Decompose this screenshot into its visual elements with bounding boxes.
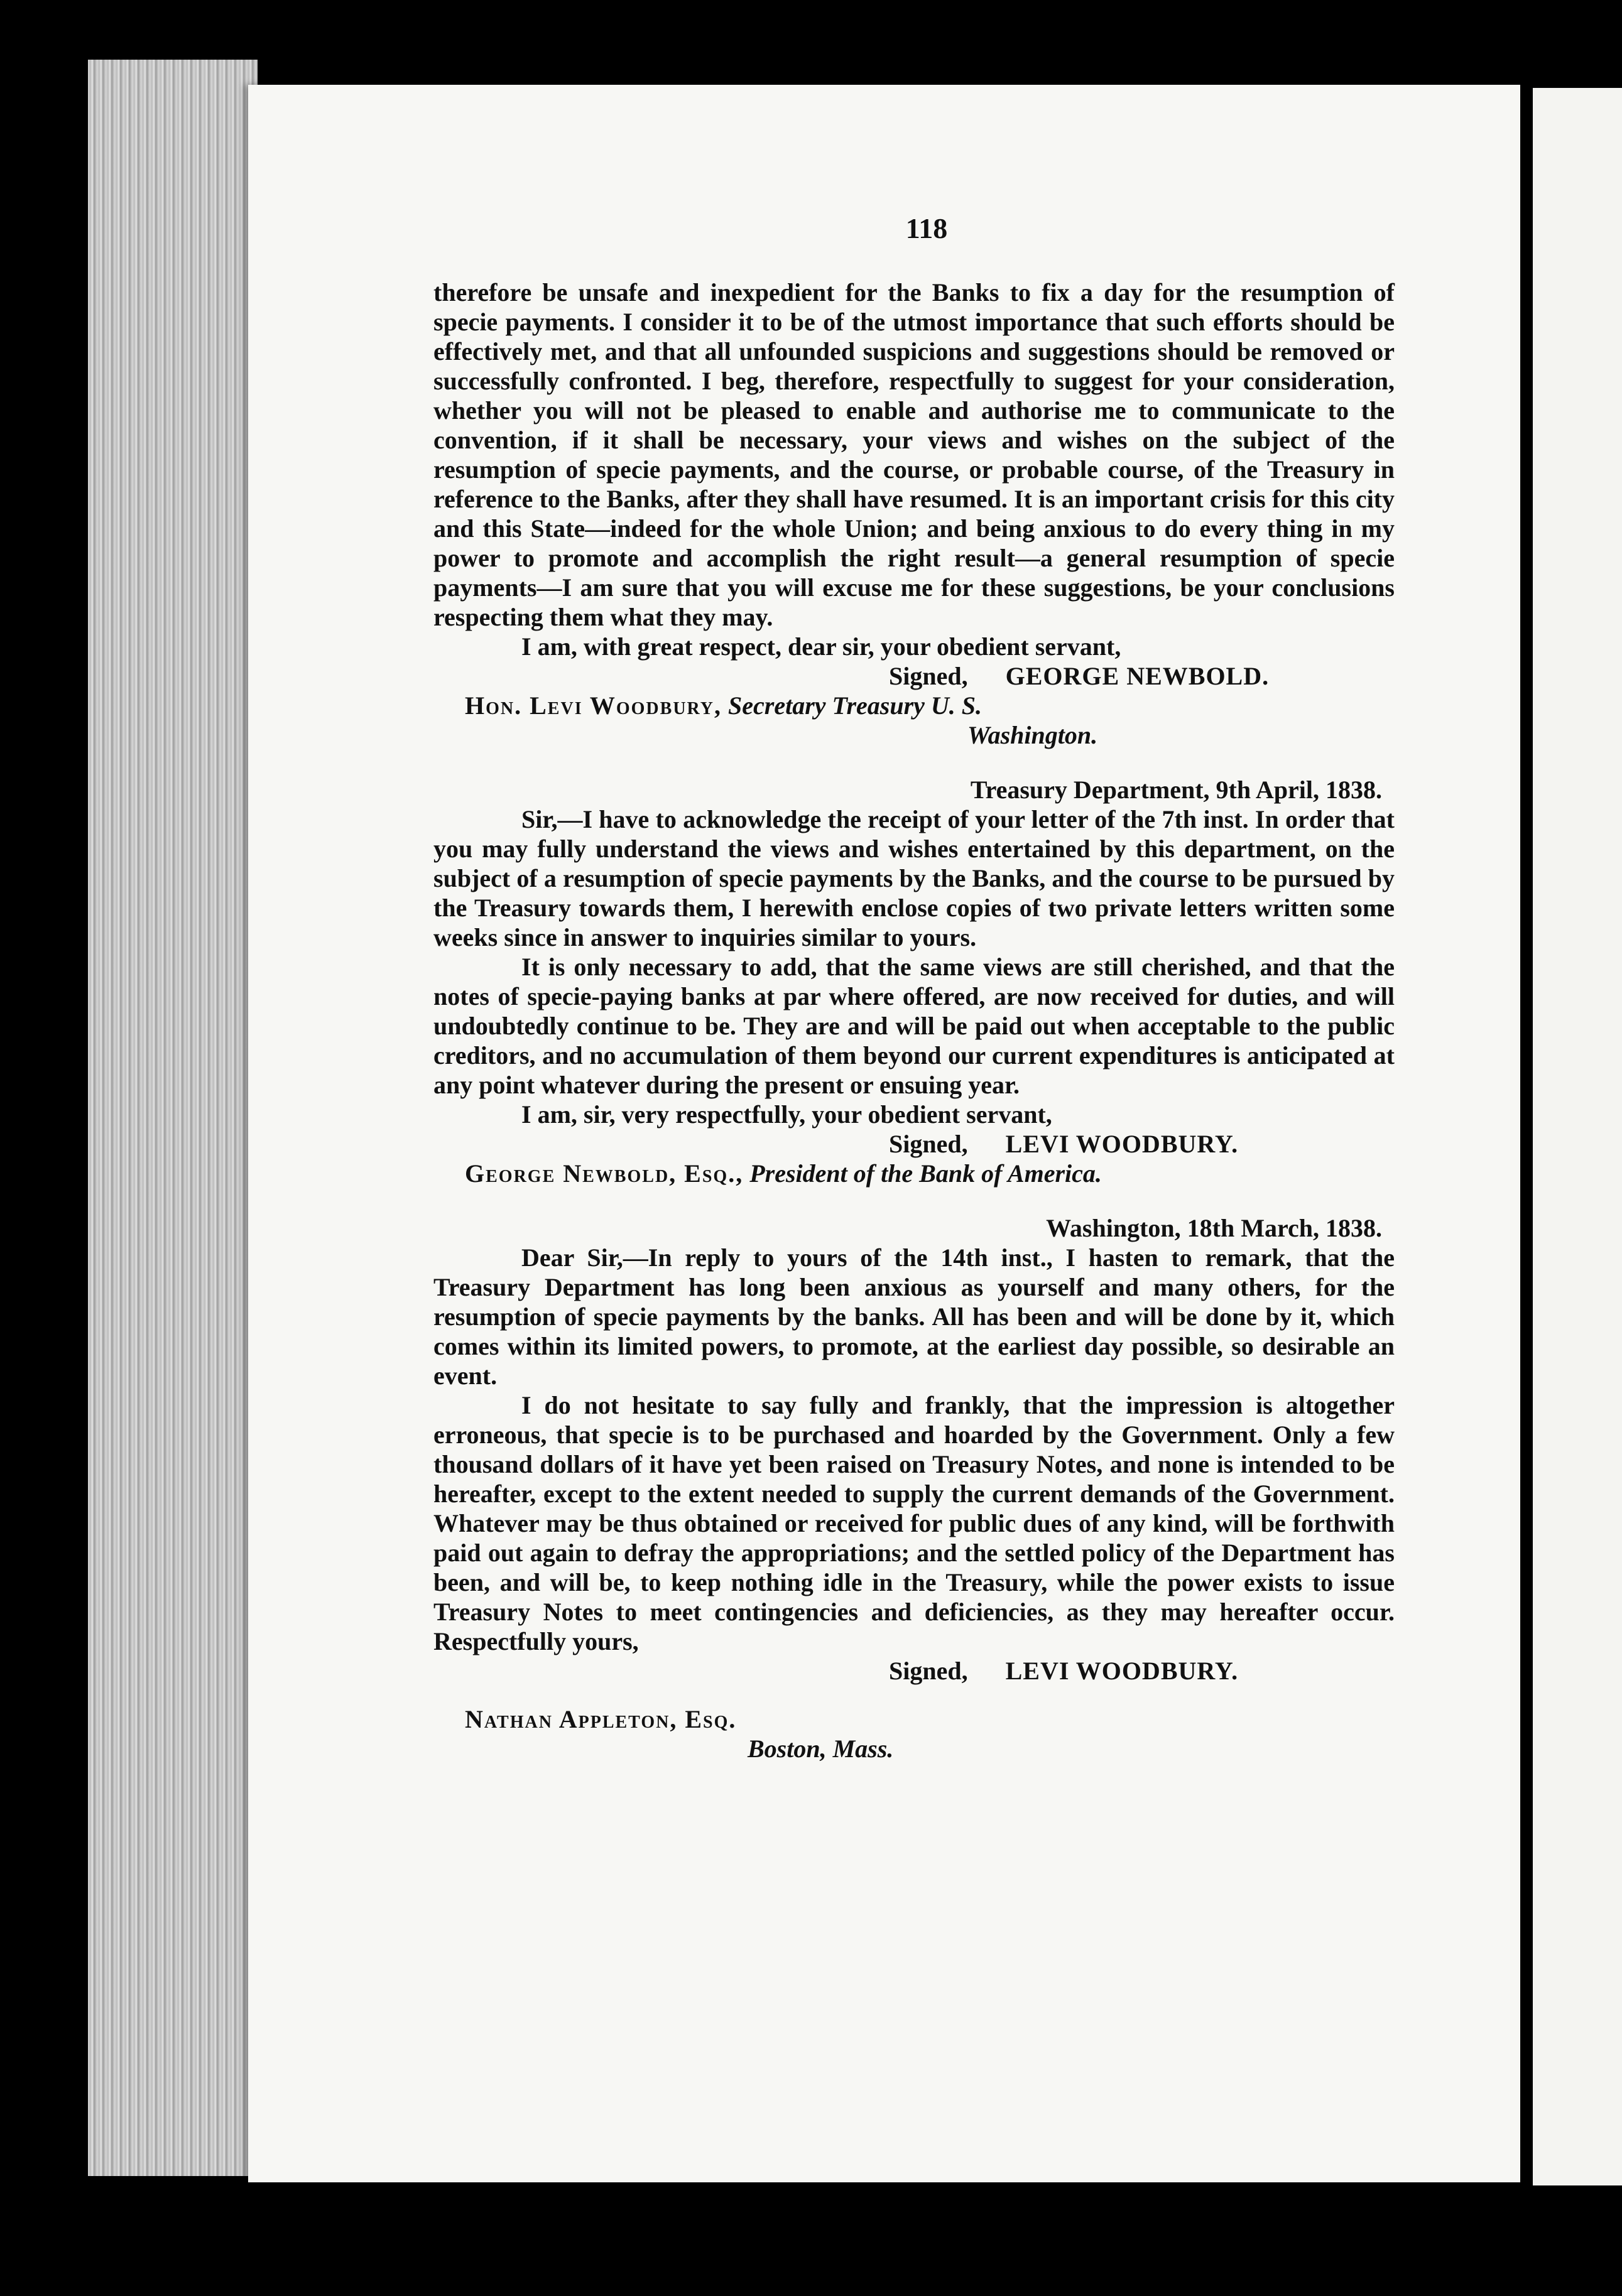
letter3-paragraph-2: I do not hesitate to say fully and frankly, that the impression is altogether erroneous, that specie is to be purchased and hoarded by the Government. Only a few thousand dollars of it have yet been raised on Treasury Notes, and none is intended to be hereafter, except to the extent needed to supply the current demands of the Government. Whatever may be thus obtained or received for public dues of any kind, will be forthwith paid out again to defray the appropriations; and the settled policy of the Department has been, and will be, to keep nothing idle in the Treasury, while the power exists to issue Treasury Notes to meet contingencies and deficiencies, as they may hereafter occur. Respectfully yours,: [433, 1391, 1395, 1655]
signer-name: LEVI WOODBURY.: [1005, 1130, 1239, 1158]
letter2-paragraph-1: Sir,—I have to acknowledge the receipt of your letter of the 7th inst. In order that you may fully understand the views and wishes entertained by this department, on the subject of a resumption of specie payments by the Banks, and the course to be pursued by the Treasury towards them, I herewith enclose copies of two private letters written some weeks since in answer to inquiries similar to yours.: [433, 805, 1395, 951]
letter1-addressee-place: Washington.: [967, 721, 1098, 749]
letter1-closing: I am, with great respect, dear sir, your obedient servant,: [521, 632, 1121, 661]
page-text: [433, 214, 1395, 1763]
letter2-signature: [433, 1129, 1395, 1159]
letter1-signature: [433, 661, 1395, 691]
letter3-signature: [433, 1656, 1395, 1686]
signed-label: Signed,: [889, 662, 968, 690]
signed-label: Signed,: [889, 1657, 968, 1685]
addressee-title: President of the Bank of America.: [749, 1159, 1102, 1188]
page-number: 118: [905, 212, 948, 244]
letter1-body: therefore be unsafe and inexpedient for the Banks to fix a day for the resumption of specie payments. I consider it to be of the utmost importance that such efforts should be effectively met, and that all unfounded suspicions and suggestions should be removed or successfully confronted. I beg, therefore, respectfully to suggest for your consideration, whether you will not be pleased to enable and authorise me to communicate to the convention, if it shall be necessary, your views and wishes on the subject of the resumption of specie payments, and the course, or probable course, of the Treasury in reference to the Banks, after they shall have resumed. It is an important crisis for this city and this State—indeed for the whole Union; and being anxious to do every thing in my power to promote and accomplish the right result—a general resumption of specie payments—I am sure that you will excuse me for these suggestions, be your conclusions respecting them what they may.: [433, 278, 1395, 631]
signer-name: GEORGE NEWBOLD.: [1005, 662, 1270, 690]
book-page-edges: [88, 60, 258, 2176]
letter3-dateline: Washington, 18th March, 1838.: [1046, 1214, 1382, 1242]
letter3-addressee: [433, 1704, 1395, 1734]
addressee-title: Secretary Treasury U. S.: [728, 691, 982, 720]
letter3-paragraph-1: Dear Sir,—In reply to yours of the 14th inst., I hasten to remark, that the Treasury Department has long been anxious as yourself and many others, for the resumption of specie payments by the banks. All has been and will be done by it, which comes within its limited powers, to promote, at the earliest day possible, so desirable an event.: [433, 1243, 1395, 1390]
letter2-closing: I am, sir, very respectfully, your obedient servant,: [521, 1100, 1052, 1129]
letter1-addressee: [433, 691, 1395, 720]
facing-page-edge: [1533, 88, 1622, 2185]
letter2-paragraph-2: It is only necessary to add, that the same views are still cherished, and that the notes of specie-paying banks at par where offered, are now received for duties, and will undoubtedly continue to be. They are and will be paid out when acceptable to the public creditors, and no accumulation of them beyond our current expenditures is anticipated at any point whatever during the present or ensuing year.: [433, 953, 1395, 1099]
signer-name: LEVI WOODBURY.: [1005, 1657, 1239, 1685]
addressee-name: Nathan Appleton, Esq.: [465, 1705, 737, 1733]
letter2-addressee: [433, 1159, 1395, 1188]
signed-label: Signed,: [889, 1130, 968, 1158]
addressee-name: Hon. Levi Woodbury,: [465, 691, 722, 720]
letter3-addressee-place: Boston, Mass.: [748, 1735, 894, 1763]
letter2-dateline: Treasury Department, 9th April, 1838.: [970, 776, 1382, 804]
addressee-name: George Newbold, Esq.,: [465, 1159, 744, 1188]
